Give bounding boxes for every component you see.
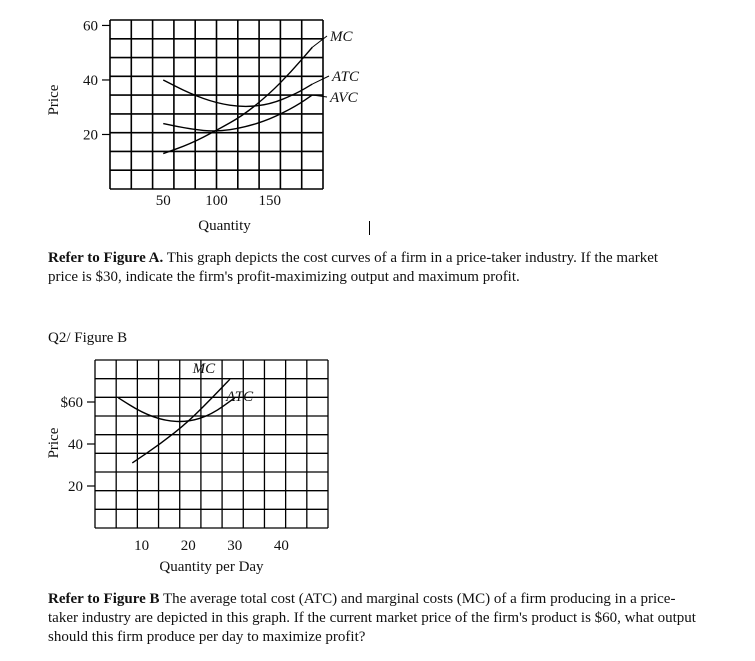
chart-b-x-tick-label: 10	[134, 538, 150, 554]
chart-b-series-mc-label: MC	[192, 361, 216, 377]
chart-a-series-atc-label: ATC	[332, 69, 359, 85]
chart-a-series-mc-label: MC	[330, 29, 353, 45]
figure-b-heading: Q2/ Figure B	[48, 330, 128, 346]
chart-b-x-axis-label: Quantity per Day	[159, 559, 264, 575]
chart-b-series-atc-label: ATC	[226, 389, 254, 405]
chart-b-x-tick-label: 30	[227, 538, 243, 554]
figure-a-question	[48, 249, 688, 287]
figure-a-question-lead: Refer to Figure A.	[48, 250, 164, 266]
chart-a-series-avc-label: AVC	[330, 90, 358, 106]
chart-a-x-axis-label: Quantity	[198, 218, 251, 234]
chart-a-y-tick-label: 60	[83, 18, 98, 35]
chart-b-x-tick-label: 20	[180, 538, 196, 554]
chart-a-y-tick-label: 40	[83, 72, 98, 89]
chart-b-y-tick-label: 40	[68, 437, 83, 453]
chart-b-series-atc-line	[118, 398, 235, 422]
chart-b-x-tick-label: 40	[273, 538, 289, 554]
chart-b-y-tick-label: $60	[60, 395, 83, 411]
chart-a-x-tick-label: 100	[205, 193, 228, 209]
figure-b-question	[48, 590, 698, 647]
chart-b-y-axis-label: Price	[46, 427, 62, 459]
figure-b-question-lead: Refer to Figure B	[48, 591, 160, 607]
chart-a-y-axis-label: Price	[46, 84, 62, 116]
chart-a-series-atc-leader	[312, 76, 329, 84]
chart-a-y-tick-label: 20	[83, 127, 98, 144]
text-cursor	[369, 221, 370, 235]
figure-a-question-body: This graph depicts the cost curves of a firm in a price-taker industry. If the market price is $30, indicate the firm's profit-maximizing output and maximum profit.	[48, 250, 659, 285]
chart-b-y-tick-label: 20	[68, 479, 83, 495]
figure-b-question-body: The average total cost (ATC) and marginal costs (MC) of a firm producing in a price-taker industry are depicted in this graph. If the current market price of the firm's product is $60, what output should this firm produce per day to maximize profit?	[48, 591, 696, 645]
chart-a-series-mc-leader	[312, 36, 327, 47]
chart-a-x-tick-label: 50	[155, 193, 171, 209]
chart-a-x-tick-label: 150	[258, 193, 281, 209]
